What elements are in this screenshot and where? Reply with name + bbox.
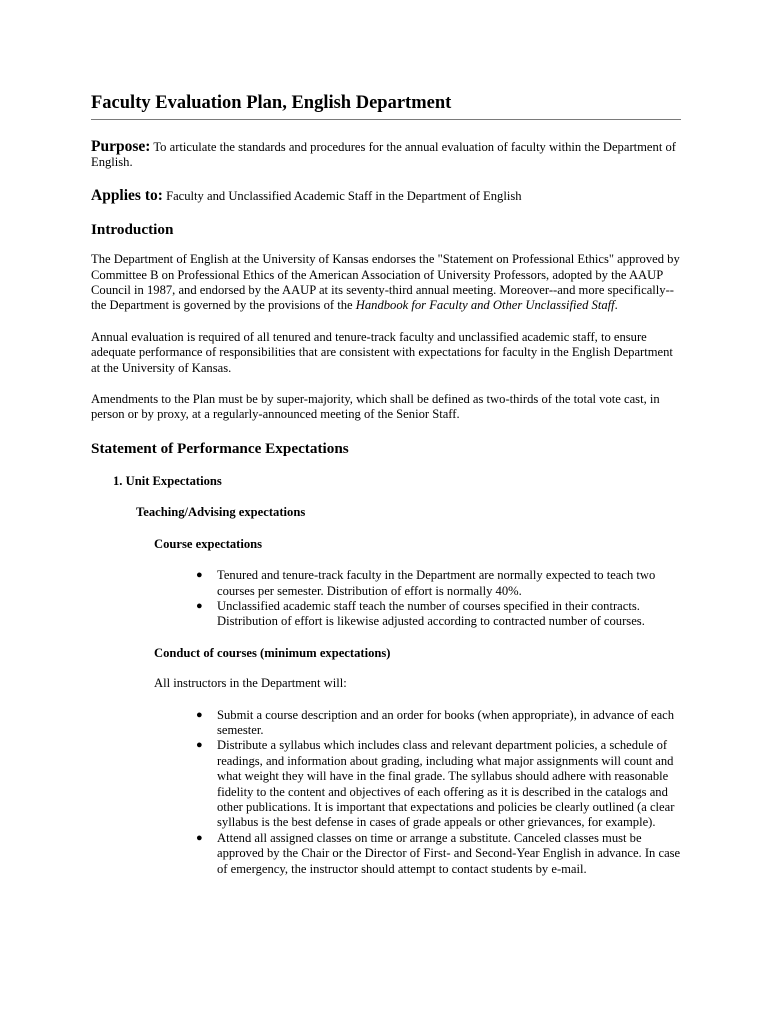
list-item-text: Submit a course description and an order for books (when appropriate), in advance of each semester. xyxy=(217,707,675,737)
conduct-of-courses-heading: Conduct of courses (minimum expectations) xyxy=(154,645,391,660)
list-item-text: Distribute a syllabus which includes class and relevant department policies, a schedule of readings, and information about grading, including what major assignments will count and what weight they will have in the final grade. The syllabus should adhere with reasonable fidelity to the content and objectives of each offering as it is described in the catalogs and other publications. It is important that expectations and policies be clearly outlined (a clear syllabus is the best defense in cases of grade appeals or other grievances, for example). xyxy=(217,738,675,830)
bullet-icon: ● xyxy=(196,599,203,612)
list-item xyxy=(196,598,681,630)
conduct-intro: All instructors in the Department will: xyxy=(154,676,347,691)
purpose-paragraph xyxy=(91,139,681,171)
unit-expectations-heading: 1. Unit Expectations xyxy=(113,473,222,488)
bullet-icon: ● xyxy=(196,831,203,844)
conduct-list xyxy=(196,707,681,877)
applies-text: Faculty and Unclassified Academic Staff in the Department of English xyxy=(166,188,522,203)
intro-paragraph-3: Amendments to the Plan must be by super-majority, which shall be defined as two-thirds of the total vote cast, in person or by proxy, at a regularly-announced meeting of the Senior Staff. xyxy=(91,392,660,422)
course-expectations-list xyxy=(196,568,681,630)
applies-label: Applies to: xyxy=(91,186,163,204)
applies-paragraph xyxy=(91,188,681,204)
list-item xyxy=(196,568,681,599)
list-item xyxy=(196,830,681,877)
list-item xyxy=(196,707,681,739)
intro-paragraph-2: Annual evaluation is required of all tenured and tenure-track faculty and unclassified academic staff, to ensure adequate performance of responsibilities that are consistent with expectations for faculty in the English Department at the University of Kansas. xyxy=(91,329,673,375)
purpose-label: Purpose: xyxy=(91,138,151,155)
handbook-title: Handbook for Faculty and Other Unclassified Staff xyxy=(355,298,615,313)
purpose-text: To articulate the standards and procedures for the annual evaluation of faculty within the Department of English. xyxy=(91,140,676,170)
bullet-icon: ● xyxy=(196,708,203,721)
course-expectations-heading: Course expectations xyxy=(154,536,263,551)
intro-paragraph-1 xyxy=(91,252,681,314)
bullet-icon: ● xyxy=(196,739,203,752)
list-item-text: Tenured and tenure-track faculty in the Department are normally expected to teach two courses per semester. Distribution of effort is normally 40%. xyxy=(217,568,656,598)
intro-p1-end: . xyxy=(614,298,618,313)
teaching-advising-heading: Teaching/Advising expectations xyxy=(136,505,306,520)
document-body xyxy=(91,92,681,877)
title-rule xyxy=(91,119,681,120)
bullet-icon: ● xyxy=(196,569,203,582)
list-item-text: Unclassified academic staff teach the number of courses specified in their contracts. Distribution of effort is likewise adjusted according to contracted number of courses. xyxy=(217,598,645,629)
intro-p1-text: The Department of English at the University of Kansas endorses the "Statement on Professional Ethics" approved by Committee B on Professional Ethics of the American Association of University Professors, adopted by the AAUP Council in 1987, and endorsed by the AAUP at its seventy-third annual meeting. Moreover--and more specifically--the Department is governed by the provisions of the xyxy=(91,252,680,313)
performance-heading: Statement of Performance Expectations xyxy=(91,439,349,457)
introduction-heading: Introduction xyxy=(91,221,174,239)
list-item-text: Attend all assigned classes on time or arrange a substitute. Canceled classes must be approved by the Chair or the Director of First- and Second-Year English in advance. In case of emergency, the instructor should attempt to contact students by e-mail. xyxy=(217,830,681,876)
document-title: Faculty Evaluation Plan, English Department xyxy=(91,93,452,113)
list-item xyxy=(196,738,681,830)
